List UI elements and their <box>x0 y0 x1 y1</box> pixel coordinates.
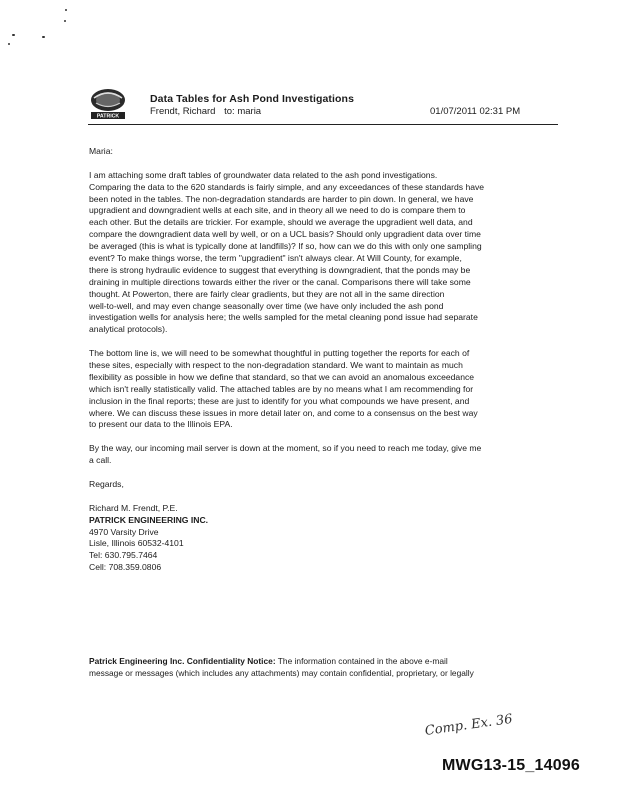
header-divider <box>88 124 558 125</box>
body-line: compare the downgradient data well by well, or on a UCL basis? Should only upgradient data over time <box>89 229 481 240</box>
body-line: flexibility as possible in how we define that standard, so that we can avoid an anomalous exceedance <box>89 371 475 382</box>
body-line: well-to-well, and may even change seasonally over time (we have only included the ash pond <box>89 300 444 311</box>
signature-address-line-1: 4970 Varsity Drive <box>89 526 159 537</box>
signature-name: Richard M. Frendt, P.E. <box>89 502 178 513</box>
bates-stamp: MWG13-15_14096 <box>442 757 580 774</box>
greeting: Maria: <box>89 146 113 156</box>
body-line: investigation wells for analysis here; the wells sampled for the metal cleaning pond issue had separate <box>89 312 478 323</box>
body-line: upgradient and downgradient wells at each site, and in theory all we need to do is compare them to <box>89 205 466 216</box>
spacer <box>89 431 529 443</box>
closing: Regards, <box>89 478 124 489</box>
email-to-label: to: <box>224 106 235 117</box>
body-line: analytical protocols). <box>89 324 168 335</box>
spacer <box>89 158 529 170</box>
body-line: where. We can discuss these issues in more detail later on, and come to a consensus on the best way <box>89 407 478 418</box>
body-line: these sites, especially with respect to the non-degradation standard. We want to maintain as much <box>89 360 463 371</box>
signature-cell: Cell: 708.359.0806 <box>89 562 162 573</box>
handwritten-exhibit-note: Comp. Ex. 36 <box>423 711 514 739</box>
spacer <box>89 336 529 348</box>
logo-text: PATRICK <box>96 113 120 120</box>
signature-block <box>89 503 529 574</box>
email-from-line <box>150 106 261 117</box>
spacer <box>89 467 529 479</box>
body-line: to present our data to the Illinois EPA. <box>89 419 233 430</box>
company-logo-icon <box>88 86 128 120</box>
body-line: Comparing the data to the 620 standards is fairly simple, and any exceedances of these standards have <box>89 181 485 192</box>
body-line: I am attaching some draft tables of groundwater data related to the ash pond investigations. <box>89 169 438 180</box>
scan-speck <box>64 20 66 22</box>
scan-speck <box>8 43 10 45</box>
body-line: which isn't really statistically valid. The attached tables are by no means what I am recommending for <box>89 383 474 394</box>
notice-text: The information contained in the above e-mail <box>277 656 448 666</box>
email-sender: Frendt, Richard <box>150 106 216 117</box>
body-line: been noted in the tables. The non-degradation standards are harder to pin down. In general, we have <box>89 193 474 204</box>
confidentiality-notice <box>89 656 539 679</box>
notice-text: message or messages (which includes any attachments) may contain confidential, proprietary, or legally <box>89 667 474 678</box>
signature-company: PATRICK ENGINEERING INC. <box>89 514 209 525</box>
paragraph-1 <box>89 170 529 336</box>
email-body <box>89 146 529 574</box>
body-line: inclusion in the final reports; these are just to identify for you what compounds we have present, and <box>89 395 470 406</box>
signature-address-line-2: Lisle, Illinois 60532-4101 <box>89 538 184 549</box>
body-line: be averaged (this is what is typically done at landfills)? If so, how can we do this with only one sampling <box>89 241 482 252</box>
body-line: The bottom line is, we will need to be somewhat thoughtful in putting together the reports for each of <box>89 348 470 359</box>
email-subject: Data Tables for Ash Pond Investigations <box>150 93 355 105</box>
body-line: event? To make things worse, the term "upgradient" isn't always clear. At Will County, for example, <box>89 253 462 264</box>
body-line: thought. At Powerton, there are fairly clear gradients, but they are not all in the same direction <box>89 288 445 299</box>
body-line: each other. But the details are trickier. For example, should we average the upgradient well data, and <box>89 217 473 228</box>
email-date: 01/07/2011 02:31 PM <box>430 106 521 117</box>
body-line: a call. <box>89 455 112 466</box>
paragraph-2 <box>89 348 529 431</box>
body-line: there is strong hydraulic evidence to suggest that everything is downgradient, that the ponds may be <box>89 264 471 275</box>
email-recipient: maria <box>237 106 262 117</box>
scan-speck <box>65 9 67 11</box>
spacer <box>89 491 529 503</box>
notice-title: Patrick Engineering Inc. Confidentiality Notice: <box>89 656 276 666</box>
email-header <box>88 86 558 120</box>
signature-phone: Tel: 630.795.7464 <box>89 550 158 561</box>
body-line: By the way, our incoming mail server is down at the moment, so if you need to reach me today, give me <box>89 443 482 454</box>
scan-speck <box>42 36 45 38</box>
scan-speck <box>12 34 15 36</box>
paragraph-3 <box>89 443 529 467</box>
body-line: draining in multiple directions towards either the river or the canal. Comparisons there will take some <box>89 276 471 287</box>
